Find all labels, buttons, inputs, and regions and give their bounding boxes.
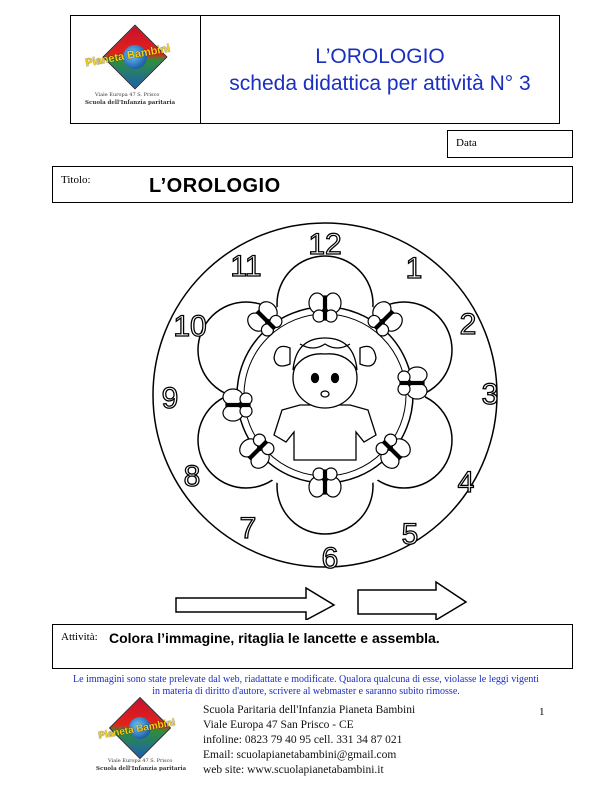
- notice-line2: in materia di diritto d'autore, scrivere al webmaster e saranno subito rimosse.: [152, 686, 460, 697]
- footer-email[interactable]: Email: scuolapianetabambini@gmail.com: [203, 749, 397, 761]
- logo-name: Pianeta Bambini: [84, 42, 171, 70]
- copyright-notice: [20, 674, 592, 698]
- clock-number-1: 1: [405, 252, 423, 285]
- logo-school: Scuola dell'Infanzia paritaria: [85, 100, 176, 106]
- footer-school-name: Scuola Paritaria dell'Infanzia Pianeta Bambini: [203, 704, 416, 716]
- clock-number-2: 2: [459, 308, 477, 341]
- clock-number-7: 7: [239, 512, 257, 545]
- title-value: L’OROLOGIO: [149, 175, 281, 197]
- footer-logo-school: Scuola dell'Infanzia paritaria: [96, 766, 187, 772]
- logo-address: Viale Europa 47 S. Prisco: [95, 92, 160, 98]
- footer-phones: infoline: 0823 79 40 95 cell. 331 34 87 021: [203, 734, 403, 746]
- header-title-line1: L’OROLOGIO: [315, 44, 445, 68]
- arrow-right-icon: [358, 582, 466, 620]
- clock-illustration: [150, 220, 500, 570]
- footer-contact: [203, 703, 415, 778]
- activity-label: Attività:: [61, 631, 98, 643]
- clock-number-8: 8: [183, 460, 201, 493]
- header-title: [201, 16, 559, 123]
- clock-hands: [170, 580, 470, 620]
- footer-logo-name: Pianeta Bambini: [97, 717, 177, 742]
- clock-number-3: 3: [481, 378, 499, 411]
- activity-field: [52, 624, 573, 669]
- clock-number-9: 9: [161, 382, 179, 415]
- arrow-right-icon: [176, 588, 334, 620]
- footer-website[interactable]: web site: www.scuolapianetabambini.it: [203, 764, 384, 776]
- footer-logo: [88, 700, 198, 778]
- clock-number-12: 12: [308, 228, 342, 261]
- date-label: Data: [456, 137, 477, 149]
- footer-address: Viale Europa 47 San Prisco - CE: [203, 719, 354, 731]
- title-field: [52, 166, 573, 203]
- notice-line1: Le immagini sono state prelevate dal web, riadattate e modificate. Qualora qualcuna di esse, violasse le leggi vigenti: [73, 674, 539, 685]
- header-box: [70, 15, 560, 124]
- activity-value: Colora l’immagine, ritaglia le lancette e assembla.: [109, 630, 440, 646]
- clock-number-5: 5: [401, 518, 419, 551]
- clock-number-4: 4: [457, 466, 475, 499]
- clock-number-11: 11: [230, 250, 262, 283]
- clock-number-10: 10: [173, 310, 207, 343]
- date-field[interactable]: [447, 130, 573, 158]
- title-label: Titolo:: [61, 174, 91, 186]
- clock-number-6: 6: [321, 542, 339, 570]
- school-logo: [71, 16, 201, 123]
- header-title-line2: scheda didattica per attività N° 3: [229, 71, 531, 95]
- footer-logo-address: Viale Europa 47 S. Prisco: [108, 758, 173, 764]
- page-number: 1: [539, 706, 545, 718]
